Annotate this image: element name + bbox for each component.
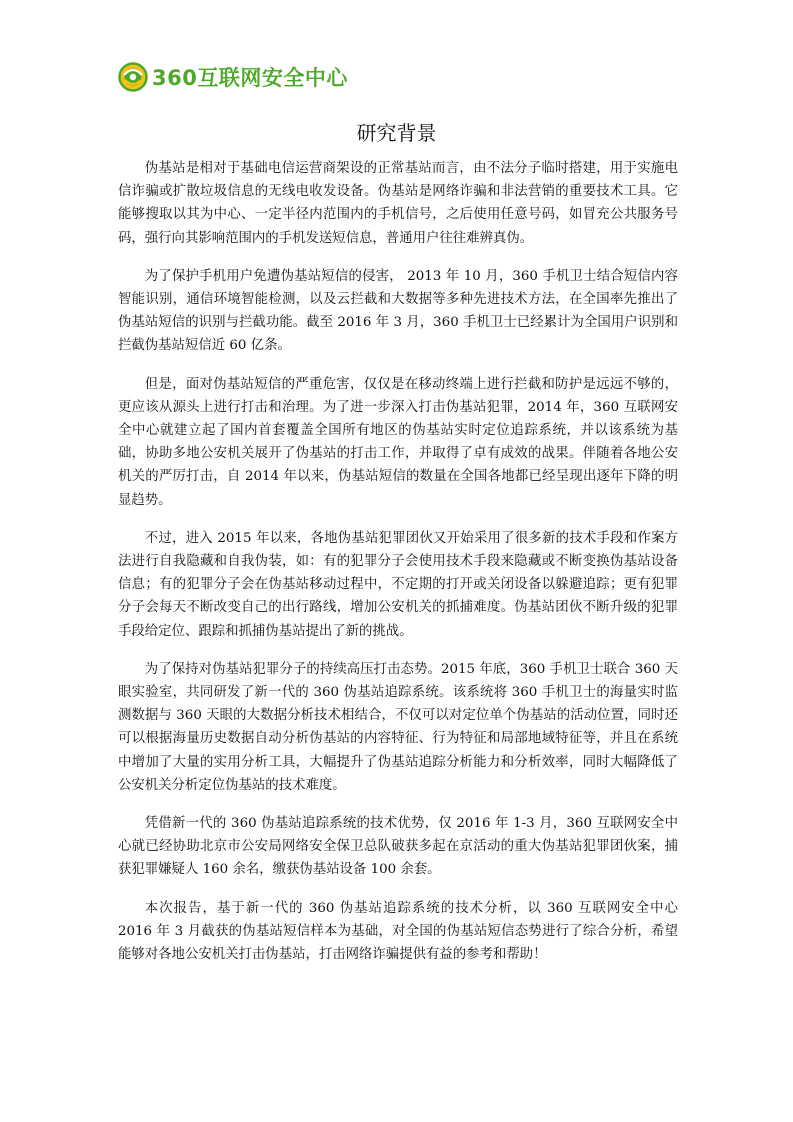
paragraph: 但是，面对伪基站短信的严重危害，仅仅是在移动终端上进行拦截和防护是远远不够的，更应该从源头上进行打击和治理。为了进一步深入打击伪基站犯罪，2014 年，360 互联网安全中心就建立起了国内首套覆盖全国所有地区的伪基站实时定位追踪系统，并以该系统为基础，协助多地公安机关展开了伪基站的打击工作，并取得了卓有成效的战果。伴随着各地公安机关的严厉打击，自 2014 年以来，伪基站短信的数量在全国各地都已经呈现出逐年下降的明显趋势。 xyxy=(118,376,678,508)
paragraph: 伪基站是相对于基础电信运营商架设的正常基站而言，由不法分子临时搭建，用于实施电信诈骗或扩散垃圾信息的无线电收发设备。伪基站是网络诈骗和非法营销的重要技术工具。它能够搜取以其为中心、一定半径内范围内的手机信号，之后使用任意号码，如冒充公共服务号码，强行向其影响范围内的手机发送短信息，普通用户往往难辨真伪。 xyxy=(118,161,678,246)
paragraph: 为了保护手机用户免遭伪基站短信的侵害， 2013 年 10 月，360 手机卫士结合短信内容智能识别，通信环境智能检测，以及云拦截和大数据等多种先进技术方法，在全国率先推出了伪基站短信的识别与拦截功能。截至 2016 年 3 月，360 手机卫士已经累计为全国用户识别和拦截伪基站短信近 60 亿条。 xyxy=(118,268,678,354)
360-shield-icon xyxy=(118,62,148,92)
paragraph: 为了保持对伪基站犯罪分子的持续高压打击态势。2015 年底，360 手机卫士联合 360 天眼实验室，共同研发了新一代的 360 伪基站追踪系统。该系统将 360 手机卫士的海量实时监测数据与 360 天眼的大数据分析技术相结合，不仅可以对定位单个伪基站的活动位置，同时还可以根据海量历史数据自动分析伪基站的内容特征、行为特征和局部地域特征等，并且在系统中增加了大量的实用分析工具，大幅提升了伪基站追踪分析能力和分析效率，同时大幅降低了公安机关分析定位伪基站的技术难度。 xyxy=(118,661,678,793)
paragraph: 本次报告，基于新一代的 360 伪基站追踪系统的技术分析，以 360 互联网安全中心 2016 年 3 月截获的伪基站短信样本为基础，对全国的伪基站短信态势进行了综合分析，希望能够对各地公安机关打击伪基站，打击网络诈骗提供有益的参考和帮助！ xyxy=(118,900,678,963)
logo-text: 360互联网安全中心 xyxy=(152,66,348,90)
paragraph: 凭借新一代的 360 伪基站追踪系统的技术优势，仅 2016 年 1-3 月，360 互联网安全中心就已经协助北京市公安局网络安全保卫总队破获多起在京活动的重大伪基站犯罪团伙案，捕获犯罪嫌疑人 160 余名，缴获伪基站设备 100 余套。 xyxy=(118,816,678,878)
header-logo xyxy=(118,60,348,94)
page-title: 研究背景 xyxy=(356,121,437,145)
paragraph: 不过，进入 2015 年以来，各地伪基站犯罪团伙又开始采用了很多新的技术手段和作案方法进行自我隐藏和自我伪装，如：有的犯罪分子会使用技术手段来隐藏或不断变换伪基站设备信息；有的犯罪分子会在伪基站移动过程中，不定期的打开或关闭设备以躲避追踪；更有犯罪分子会每天不断改变自己的出行路线，增加公安机关的抓捕难度。伪基站团伙不断升级的犯罪手段给定位、跟踪和抓捕伪基站提出了新的挑战。 xyxy=(118,530,678,639)
document-body xyxy=(118,157,678,981)
